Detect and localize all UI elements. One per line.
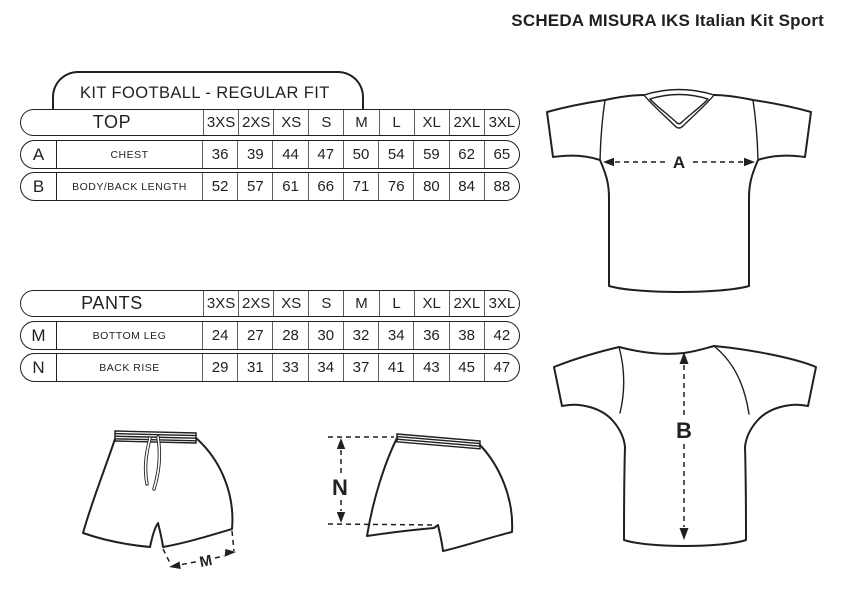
top-size-header-cells <box>203 110 519 135</box>
value-cell: 65 <box>484 141 519 168</box>
sleeve-seam-left <box>600 100 605 160</box>
value-cell: 43 <box>413 354 448 381</box>
size-cell: 2XL <box>449 110 484 135</box>
size-cell: 3XS <box>203 110 238 135</box>
shorts-front-diagram <box>66 416 306 588</box>
value-cell: 39 <box>237 141 272 168</box>
shorts-front-waistband <box>115 431 196 443</box>
size-cell: XS <box>273 291 308 316</box>
value-cell: 34 <box>378 322 413 349</box>
drawstring <box>146 437 160 489</box>
size-cell: XS <box>273 110 308 135</box>
kit-football-tab <box>52 71 364 113</box>
row-label-bottom-leg: BOTTOM LEG <box>92 329 167 342</box>
shirt-front-diagram <box>545 82 837 317</box>
shorts-back-waistband <box>397 434 480 449</box>
value-cell: 61 <box>272 173 307 200</box>
value-cell: 50 <box>343 141 378 168</box>
size-cell: XL <box>414 110 449 135</box>
shorts-back-diagram <box>323 424 535 569</box>
shirt-front-outline <box>547 95 811 292</box>
size-cell: L <box>379 291 414 316</box>
measure-arrow-a <box>603 153 755 172</box>
measure-label-b: B <box>676 418 692 443</box>
value-cell: 32 <box>343 322 378 349</box>
size-cell: S <box>308 291 343 316</box>
table-row-bottom-leg <box>20 321 520 350</box>
row-key-b: B <box>21 173 57 200</box>
measure-label-n: N <box>332 475 348 500</box>
value-cell: 76 <box>378 173 413 200</box>
v-neck-collar <box>644 90 714 129</box>
measure-arrow-n <box>328 437 435 525</box>
table-row-body-back-length <box>20 172 520 201</box>
value-cell: 44 <box>272 141 307 168</box>
value-cell: 71 <box>343 173 378 200</box>
row-label-body-back-length: BODY/BACK LENGTH <box>72 180 187 193</box>
size-cell: M <box>343 110 378 135</box>
pants-table-title: PANTS <box>81 293 143 313</box>
size-cell: 3XL <box>484 291 519 316</box>
measure-arrow-b <box>676 352 692 540</box>
size-cell: 3XL <box>484 110 519 135</box>
value-cell: 47 <box>308 141 343 168</box>
size-cell: M <box>343 291 378 316</box>
value-cell: 30 <box>308 322 343 349</box>
value-cell: 54 <box>378 141 413 168</box>
size-cell: S <box>308 110 343 135</box>
value-cell: 41 <box>378 354 413 381</box>
raglan-seam-right <box>714 346 749 414</box>
measure-label-a: A <box>672 153 686 172</box>
value-cell: 38 <box>449 322 484 349</box>
value-cell: 88 <box>484 173 519 200</box>
row-key-m: M <box>21 322 57 349</box>
shirt-back-diagram <box>546 336 838 592</box>
value-cell: 80 <box>413 173 448 200</box>
table-row-chest <box>20 140 520 169</box>
kit-football-tab-label: KIT FOOTBALL - REGULAR FIT <box>80 83 330 102</box>
body-back-length-value-cells <box>202 173 519 200</box>
row-label-chest: CHEST <box>110 148 149 161</box>
table-row-back-rise <box>20 353 520 382</box>
value-cell: 36 <box>202 141 237 168</box>
value-cell: 24 <box>202 322 237 349</box>
row-key-n: N <box>21 354 57 381</box>
value-cell: 29 <box>202 354 237 381</box>
size-cell: 3XS <box>203 291 238 316</box>
value-cell: 84 <box>449 173 484 200</box>
bottom-leg-value-cells <box>202 322 519 349</box>
pants-size-header-cells <box>203 291 519 316</box>
value-cell: 33 <box>272 354 307 381</box>
shirt-back-outline <box>554 346 816 546</box>
measure-label-m: M <box>198 551 214 572</box>
value-cell: 47 <box>484 354 519 381</box>
value-cell: 57 <box>237 173 272 200</box>
row-key-a: A <box>21 141 57 168</box>
value-cell: 52 <box>202 173 237 200</box>
value-cell: 31 <box>237 354 272 381</box>
size-cell: XL <box>414 291 449 316</box>
value-cell: 59 <box>413 141 448 168</box>
page-title: SCHEDA MISURA IKS Italian Kit Sport <box>511 11 824 30</box>
size-cell: 2XS <box>238 110 273 135</box>
shorts-back-outline <box>367 438 512 551</box>
value-cell: 36 <box>413 322 448 349</box>
size-cell: 2XS <box>238 291 273 316</box>
value-cell: 45 <box>449 354 484 381</box>
size-cell: 2XL <box>449 291 484 316</box>
row-label-back-rise: BACK RISE <box>99 361 160 374</box>
value-cell: 62 <box>449 141 484 168</box>
sleeve-seam-right <box>753 100 758 160</box>
value-cell: 66 <box>308 173 343 200</box>
pants-header-row <box>20 290 520 317</box>
raglan-seam-left <box>619 347 624 413</box>
value-cell: 34 <box>308 354 343 381</box>
top-table-title: TOP <box>92 112 132 132</box>
size-cell: L <box>379 110 414 135</box>
value-cell: 42 <box>484 322 519 349</box>
value-cell: 28 <box>272 322 307 349</box>
back-rise-value-cells <box>202 354 519 381</box>
measure-arrow-m <box>163 531 236 571</box>
value-cell: 37 <box>343 354 378 381</box>
chest-value-cells <box>202 141 519 168</box>
top-header-row <box>20 109 520 136</box>
value-cell: 27 <box>237 322 272 349</box>
